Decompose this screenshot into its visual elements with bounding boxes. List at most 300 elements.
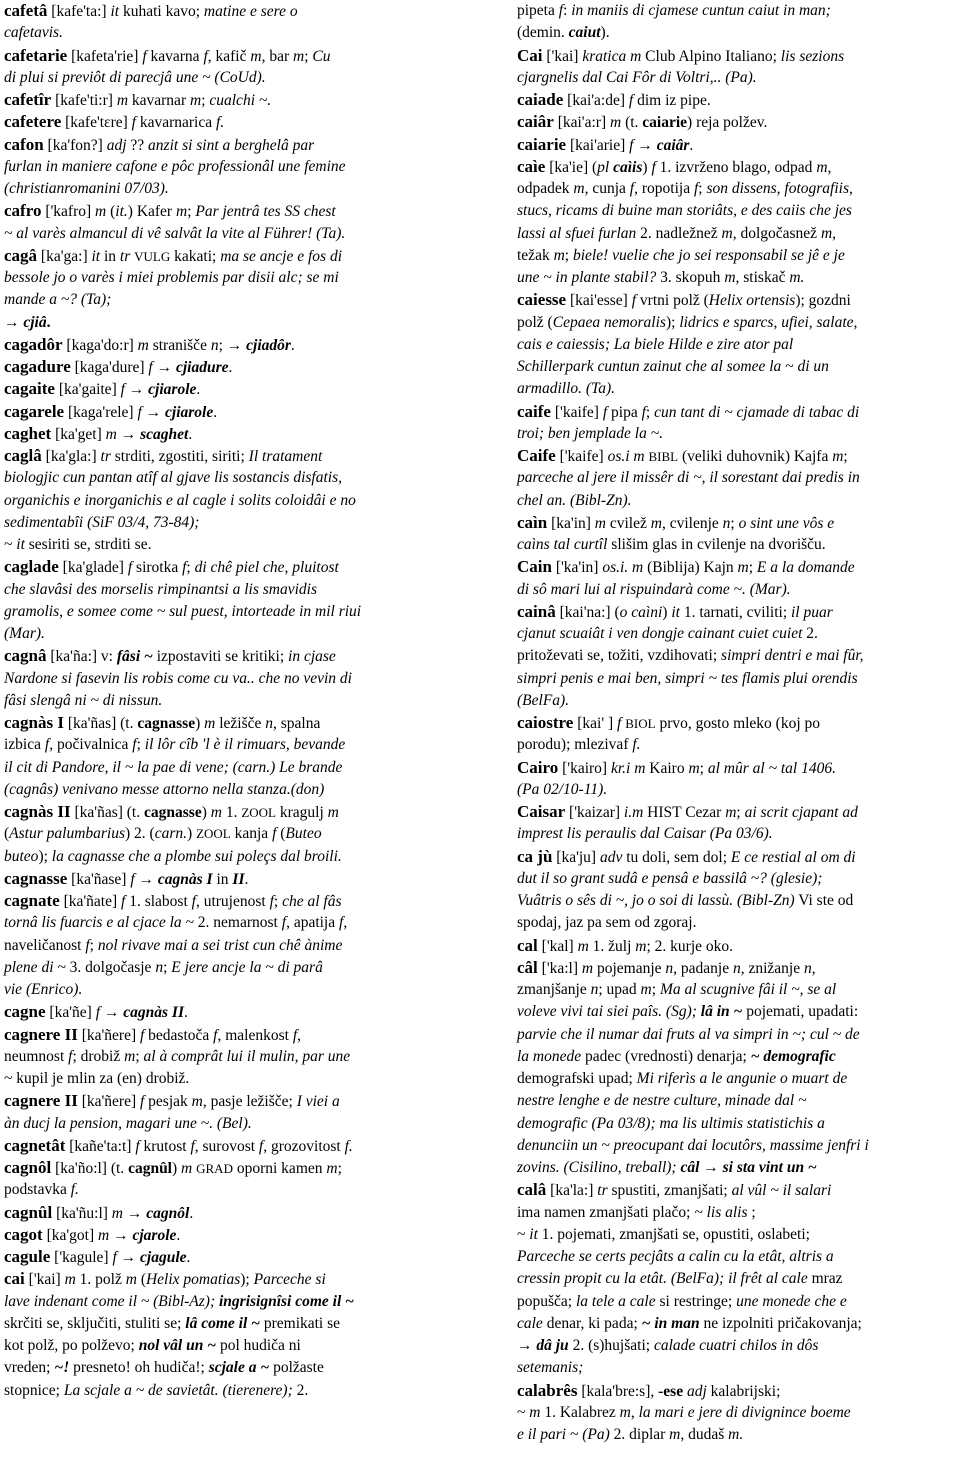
entry-text: câl → si sta vint un ~ — [680, 1159, 817, 1176]
entry-text: [ka'la:] — [546, 1182, 598, 1200]
dictionary-line — [4, 1135, 353, 1157]
dictionary-line — [4, 423, 192, 445]
entry-text: f — [629, 136, 634, 154]
headword: caìn — [517, 512, 548, 532]
entry-text: stucs, ricams di buine man storiâts, e des caiis che jes — [517, 202, 852, 220]
entry-text: (christianromanini 07/03). — [4, 180, 169, 197]
headword: cagadure — [4, 357, 71, 376]
entry-text: sedimentabîi (SiF 03/4, 73-84); — [4, 513, 200, 531]
entry-text: → — [4, 313, 24, 331]
dictionary-line — [517, 1113, 825, 1135]
dictionary-line — [4, 935, 342, 957]
entry-text: armadillo. (Ta). — [517, 380, 616, 398]
entry-text: kavarnar — [128, 92, 190, 109]
entry-text: o sint une vôs e — [738, 514, 835, 532]
entry-text: f — [121, 893, 126, 910]
entry-text: ; — [651, 981, 660, 998]
entry-text: ai scrit cjapant ad — [744, 804, 858, 821]
entry-text: , surovost — [194, 1137, 259, 1155]
dictionary-line — [517, 445, 848, 467]
headword: caghet — [4, 423, 52, 443]
entry-text: presneto! oh hudiča!; — [69, 1359, 209, 1377]
dictionary-line — [4, 245, 342, 267]
entry-text: , — [630, 1403, 639, 1421]
dictionary-line — [517, 1291, 847, 1313]
entry-text: . — [196, 381, 201, 399]
dictionary-line — [517, 223, 836, 245]
dictionary-line — [517, 312, 857, 334]
entry-text: pipa — [607, 403, 642, 421]
entry-text: , padanje — [673, 959, 733, 977]
dictionary-line — [517, 556, 855, 578]
entry-text: [kai'na:] ( — [555, 603, 620, 621]
dictionary-line — [4, 645, 336, 667]
entry-text: ) reja polžev. — [687, 114, 768, 132]
entry-text: ; — [136, 736, 145, 754]
dictionary-line — [517, 512, 834, 534]
entry-text: it — [16, 536, 25, 553]
entry-text: m — [64, 1271, 76, 1289]
entry-text: i.m — [623, 804, 644, 821]
dictionary-line — [517, 1357, 583, 1379]
dictionary-line — [4, 200, 336, 222]
dictionary-line — [4, 979, 82, 1001]
entry-text: , — [811, 959, 816, 977]
dictionary-line — [4, 868, 248, 890]
entry-text: ) — [195, 715, 205, 732]
entry-text: → — [116, 425, 141, 443]
headword: Cairo — [517, 757, 559, 777]
entry-text: → — [633, 136, 657, 154]
entry-text: → — [152, 359, 176, 376]
entry-text: chel an. (Bibl-Zn). — [517, 491, 632, 509]
headword: caiesse — [517, 290, 567, 310]
entry-text: ['ka:l] — [537, 959, 582, 977]
entry-text: kratica m — [582, 47, 642, 65]
entry-text: kalabrijski; — [706, 1382, 781, 1400]
entry-text: cagnôl — [146, 1204, 190, 1222]
entry-text: Nardone si fasevin lis robis come cu va.. che no vevin di — [4, 669, 352, 687]
dictionary-line — [4, 890, 342, 912]
headword: cagaite — [4, 379, 55, 399]
entry-text: ma se ancje e fos di — [220, 247, 343, 265]
entry-text: krutost — [139, 1137, 191, 1155]
entry-text: (Pa 02/10-11). — [517, 780, 608, 798]
entry-text: premikati se — [259, 1314, 341, 1332]
entry-text: f — [292, 1026, 298, 1044]
entry-text: troi; ben jemplade la ~. — [517, 424, 663, 442]
dictionary-line — [4, 1068, 189, 1090]
headword: cagnôl — [4, 1158, 52, 1177]
entry-text: denar, ki pada; — [542, 1314, 642, 1332]
headword: cagnâ — [4, 646, 47, 666]
headword: cagnàs II — [4, 802, 71, 821]
entry-text: f — [629, 180, 635, 197]
dictionary-line — [517, 89, 711, 111]
entry-text: cjiadure — [175, 359, 229, 376]
dictionary-line — [4, 1157, 342, 1179]
dictionary-line — [517, 601, 833, 623]
entry-text: m — [116, 92, 129, 109]
entry-text: cais e caiessis; La biele Hilde e zire ator pal — [517, 335, 794, 353]
entry-text: [ka'ñu:l] — [52, 1204, 112, 1222]
dictionary-line — [4, 823, 322, 845]
entry-text: une ~ in plante stabil? — [517, 269, 657, 286]
dictionary-line — [4, 1046, 350, 1068]
entry-text: [kafeta'rie] — [67, 47, 143, 65]
entry-text: ~ — [4, 536, 17, 553]
entry-text: [kañe'ta:t] — [65, 1137, 136, 1155]
entry-text: (BelFa). — [517, 691, 570, 709]
entry-text: ) — [187, 825, 197, 843]
dictionary-line — [517, 1024, 860, 1046]
entry-text: . — [213, 403, 218, 421]
dictionary-line — [517, 890, 853, 912]
entry-text: f — [120, 381, 125, 399]
entry-text: n — [732, 959, 741, 977]
dictionary-line — [4, 623, 45, 645]
dictionary-line — [517, 334, 793, 356]
entry-text: voleve vivi tai siei paîs. (Sg); — [517, 1003, 697, 1021]
entry-text: 2. nemarnost — [193, 914, 282, 932]
entry-text: f — [558, 2, 564, 19]
entry-text: stopnice; — [4, 1381, 64, 1399]
headword: caiostre — [517, 713, 574, 732]
entry-text: os.i. — [602, 559, 629, 577]
entry-text: [kai' ] — [573, 715, 618, 732]
dictionary-line — [517, 45, 844, 67]
entry-text: demografski upad; — [517, 1070, 637, 1087]
entry-text: it — [671, 603, 680, 621]
entry-text: ) Kafer — [127, 203, 176, 221]
entry-text: [ka'ie] ( — [545, 158, 598, 176]
entry-text: ?? — [126, 136, 149, 154]
entry-text: m — [820, 224, 833, 242]
entry-text: pipeta — [517, 2, 559, 19]
entry-text: f — [272, 825, 277, 843]
entry-text: m — [210, 804, 222, 821]
entry-text: polžaste — [269, 1359, 324, 1377]
entry-text: il puar — [791, 603, 833, 621]
entry-text: m — [640, 981, 652, 998]
entry-text: parvie che il numar dai fruts al va simpri in ~; — [517, 1025, 807, 1043]
entry-text: gramolis, e somee come ~ sul puest, intorteade in mil riui — [4, 602, 362, 620]
entry-text: cul ~ de — [809, 1025, 860, 1043]
entry-text: n — [265, 715, 273, 732]
entry-text: Il tratament — [248, 448, 323, 465]
dictionary-line — [4, 1357, 324, 1379]
entry-text: , grozovitost — [263, 1137, 345, 1155]
entry-text: ); — [240, 1271, 254, 1289]
entry-text: it — [110, 3, 120, 20]
entry-text: m — [635, 937, 647, 955]
entry-text: fâsi ~ — [116, 648, 153, 666]
entry-text: 1. pojemati, zmanjšati se, opustiti, oslabeti; — [537, 1225, 810, 1243]
entry-text: kot polž, po polževo; — [4, 1337, 139, 1354]
dictionary-line — [517, 22, 610, 44]
entry-text: m — [609, 114, 622, 132]
entry-text: [kai'a:de] — [563, 92, 629, 109]
entry-text: ima namen zmanjšati plačo; — [517, 1203, 695, 1221]
entry-text: kragulj — [276, 804, 328, 821]
entry-text: izbica — [4, 736, 45, 754]
dictionary-line — [4, 1202, 193, 1224]
entry-text: tr — [100, 448, 111, 465]
dictionary-line — [517, 200, 852, 222]
entry-text: vrtni polž ( — [636, 292, 709, 310]
entry-text: Buteo — [285, 825, 322, 843]
entry-text: cjarole — [132, 1226, 177, 1244]
entry-text: [ka'ñate] — [59, 893, 122, 910]
entry-text: f — [148, 359, 153, 376]
entry-text: ~ — [517, 1225, 530, 1243]
entry-text: in maniis di cjamese cuntun caiut in man; — [571, 2, 831, 19]
dictionary-line — [517, 378, 615, 400]
entry-text: ; — [645, 403, 655, 421]
entry-text: m — [650, 514, 662, 532]
dictionary-line — [517, 67, 757, 89]
entry-text: m — [292, 47, 305, 65]
entry-text: scaghet — [140, 425, 189, 443]
entry-text: biele! vuelie che jo sei responsabil se jê e je — [572, 246, 845, 264]
dictionary-line — [517, 1268, 843, 1290]
entry-text: kanja — [230, 825, 273, 843]
entry-text: caìis — [613, 158, 643, 176]
headword: cagot — [4, 1224, 43, 1244]
entry-text: ) 2. ( — [125, 825, 155, 843]
entry-text: ); gozdni — [795, 292, 851, 310]
entry-text: [kafe'ta:] — [47, 3, 111, 20]
entry-text: m — [98, 1226, 110, 1244]
entry-text: f — [139, 1093, 145, 1111]
entry-text: f — [602, 403, 608, 421]
entry-text: dâ ju — [536, 1337, 569, 1354]
dictionary-line — [4, 156, 346, 178]
entry-text: ['kagule] — [50, 1249, 113, 1266]
entry-text: cagnàs II — [123, 1004, 184, 1022]
entry-text: cvilež — [606, 514, 651, 532]
entry-text: 3. dolgočasje — [65, 958, 156, 976]
entry-text: m — [137, 336, 149, 354]
entry-text: m — [594, 514, 606, 532]
dictionary-line — [4, 67, 266, 89]
dictionary-line — [4, 289, 111, 311]
entry-text: m — [326, 1160, 338, 1177]
dictionary-line — [517, 1135, 869, 1157]
entry-text: [ka'ñere] — [77, 1026, 140, 1044]
entry-text: caiâr — [656, 136, 690, 154]
entry-text: [ka'ño:l] (t. — [51, 1160, 129, 1177]
entry-text: dim iz pipe. — [633, 92, 711, 109]
headword: cafetâ — [4, 1, 48, 20]
dictionary-line — [4, 779, 324, 801]
entry-text: cafetavis. — [4, 24, 63, 42]
entry-text: cagnûl — [128, 1160, 172, 1177]
entry-text: : — [563, 2, 572, 19]
entry-text: VULG — [134, 248, 171, 264]
entry-text: ( — [136, 1271, 146, 1289]
entry-text: ~ in man — [641, 1314, 700, 1332]
entry-text: m — [725, 804, 737, 821]
entry-text: kuhati kavo; — [119, 3, 204, 20]
entry-text: f — [641, 403, 646, 421]
headword: cal — [517, 935, 538, 955]
entry-text: ; — [135, 1047, 144, 1065]
entry-text: m — [189, 92, 202, 109]
entry-text: [ka'gla:] — [41, 448, 101, 465]
entry-text: ; — [843, 448, 848, 465]
entry-text: II — [232, 870, 245, 888]
entry-text: cun tant di ~ cjamade di tabac di — [654, 403, 860, 421]
dictionary-line — [517, 245, 845, 267]
entry-text: neumnost — [4, 1047, 69, 1065]
dictionary-line — [517, 467, 860, 489]
entry-text: m — [191, 1093, 203, 1111]
entry-text: (Mar). — [4, 625, 45, 642]
entry-text: f — [191, 893, 196, 910]
entry-text: 1. slabost — [125, 893, 192, 910]
dictionary-line — [517, 1046, 836, 1068]
entry-text: porodu); mlezivaf — [517, 736, 633, 754]
entry-text: f — [127, 559, 133, 577]
entry-text: m — [111, 1204, 123, 1222]
entry-text: f — [68, 1047, 73, 1065]
entry-text: Schillerpark cuntun zainut che al somee la ~ di un — [517, 358, 829, 375]
entry-text: cjanut scuaiât i ven dongje cainant cuiet cuiet — [517, 625, 803, 642]
entry-text: in cjase — [288, 648, 336, 666]
dictionary-line — [4, 757, 342, 779]
entry-text: . — [186, 1249, 191, 1266]
headword: caglâ — [4, 446, 42, 465]
entry-text: f — [258, 1137, 264, 1155]
entry-text: 2. — [292, 1381, 309, 1399]
dictionary-line — [4, 1246, 190, 1268]
entry-text: m — [577, 937, 589, 955]
entry-text: La scjale a ~ de savietât. (tierenere); — [63, 1381, 293, 1399]
entry-text: la cagnasse che a plombe sui poleçs dal broili. — [51, 847, 342, 865]
entry-text: f — [112, 1249, 117, 1266]
entry-text: naveličanost — [4, 936, 86, 954]
entry-text: àn ducj la pension, magari une ~. (Bel). — [4, 1114, 252, 1132]
entry-text: cressin propit cu la etât. (BelFa); il frêt al cale — [517, 1270, 808, 1288]
entry-text: f — [85, 936, 90, 954]
entry-text: m — [669, 1426, 681, 1443]
entry-text: 1. polž — [75, 1271, 126, 1289]
entry-text: E ce restial al om di — [730, 848, 856, 866]
entry-text: (veliki duhovnik) Kajfa — [678, 448, 833, 465]
entry-text: izpostaviti se kritiki; — [152, 648, 289, 666]
headword: cagadôr — [4, 334, 63, 354]
entry-text: ['kaizar] — [565, 804, 624, 821]
entry-text: polž ( — [517, 313, 553, 331]
dictionary-line — [517, 690, 569, 712]
entry-text: matine e sere o — [203, 3, 298, 20]
entry-text: furlan in maniere cafone e pôc professionâl une femine — [4, 157, 346, 175]
headword: cagnere II — [4, 1024, 78, 1044]
dictionary-line — [4, 334, 295, 356]
entry-text: pritoževati se, tožiti, vzdihovati; — [517, 647, 722, 665]
entry-text: E a la domande — [756, 559, 855, 577]
entry-text: ~ — [517, 1403, 530, 1421]
entry-text: ; — [187, 203, 196, 221]
entry-text: m — [721, 224, 733, 242]
entry-text: tr — [597, 1182, 608, 1200]
entry-text: odpadek — [517, 180, 574, 197]
entry-text: demografic (Pa 03/8); ma lis ultimis statistichis a — [517, 1114, 825, 1132]
entry-text: → — [100, 1004, 124, 1022]
dictionary-line — [4, 490, 356, 512]
dictionary-line — [4, 556, 339, 578]
dictionary-line — [4, 1224, 180, 1246]
entry-text: HIST Cezar — [643, 804, 726, 821]
entry-text: → — [134, 870, 158, 888]
headword: cafetarie — [4, 45, 68, 65]
entry-text: parceche al jere il missêr di ~, il sorestant dai predis in — [517, 469, 860, 487]
headword: câl — [517, 957, 538, 977]
dictionary-line — [517, 712, 820, 734]
entry-text: ležišče — [215, 715, 266, 732]
entry-text: n — [590, 981, 599, 998]
entry-text: f. — [70, 1181, 79, 1199]
entry-text: simpri dentri e mai fûr, — [721, 647, 864, 665]
entry-text: 2. — [802, 625, 818, 642]
dictionary-line — [4, 1113, 252, 1135]
entry-text: , dolgočasnež — [732, 224, 821, 242]
headword: cafro — [4, 201, 42, 221]
dictionary-line — [517, 178, 853, 200]
entry-text: ZOOL — [241, 805, 276, 820]
entry-text: m — [105, 425, 117, 443]
headword: caiade — [517, 90, 564, 109]
entry-text: m — [125, 1271, 137, 1289]
dictionary-line — [4, 1291, 354, 1313]
entry-text: nol vâl un ~ — [138, 1337, 217, 1354]
entry-text: (demin. — [517, 24, 569, 42]
entry-text: f — [135, 1137, 140, 1155]
entry-text: ; — [89, 936, 98, 954]
entry-text: ; — [730, 514, 739, 532]
entry-text: mande a ~? (Ta); — [4, 291, 112, 309]
entry-text: popušča; — [517, 1292, 576, 1310]
entry-text: caìns tal curtîl — [517, 536, 608, 553]
entry-text: [kala'bre:s], — [577, 1382, 659, 1400]
entry-text: al mûr al ~ tal 1406. — [707, 759, 836, 777]
entry-text: lâ in ~ — [700, 1003, 743, 1021]
entry-text: 1. tarnati, cviliti; — [679, 603, 791, 621]
dictionary-line — [4, 111, 224, 133]
entry-text: BIOL — [625, 716, 656, 731]
entry-text: [ka'get] — [51, 425, 106, 443]
entry-text: f — [617, 715, 622, 732]
entry-text: → — [124, 381, 149, 399]
entry-text: . — [228, 359, 233, 376]
entry-text: adj — [686, 1382, 707, 1400]
headword: Caisar — [517, 802, 566, 821]
headword: cagnate — [4, 891, 60, 910]
entry-text: ; → — [218, 336, 247, 354]
dictionary-line — [517, 289, 851, 311]
entry-text: ; — [163, 958, 172, 976]
headword: cagâ — [4, 245, 38, 265]
entry-text: 1. izvrženo blago, odpad — [655, 158, 817, 176]
dictionary-line — [517, 823, 773, 845]
dictionary-line — [4, 801, 339, 823]
dictionary-line — [517, 1224, 810, 1246]
dictionary-line — [4, 401, 217, 423]
entry-text: vreden; — [4, 1359, 55, 1377]
entry-text: , ropotija — [634, 180, 694, 197]
dictionary-line — [517, 979, 836, 1001]
